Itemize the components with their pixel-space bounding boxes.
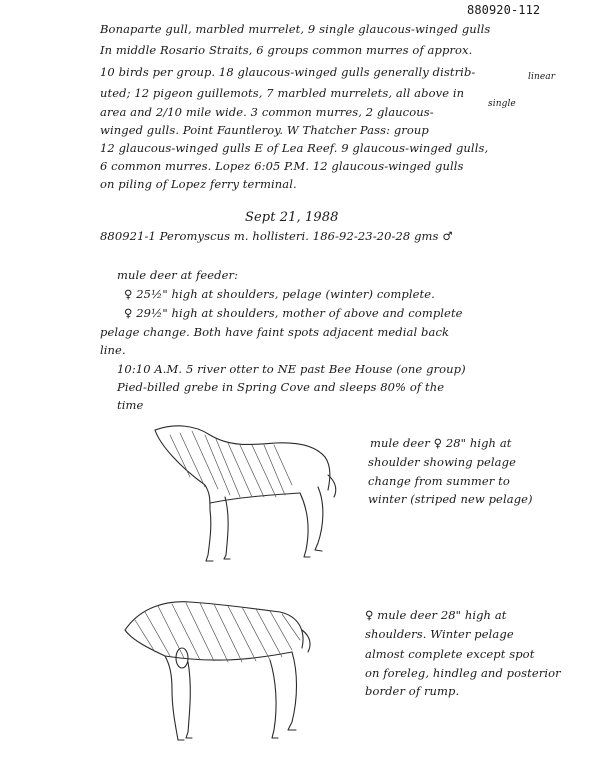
page-id: 880920-112 — [467, 3, 541, 17]
entry-one-line-6: winged gulls. Point Fauntleroy. W Thatcher Pass: group — [100, 123, 429, 137]
entry-two-line-8: time — [117, 398, 144, 412]
caption-one-line-2: shoulder showing pelage — [368, 455, 516, 469]
deer-sketch-one — [150, 415, 350, 575]
insert-single: single — [488, 99, 516, 109]
deer-sketch-two — [120, 590, 320, 750]
date-heading: Sept 21, 1988 — [245, 210, 339, 225]
caption-one-line-4: winter (striped new pelage) — [368, 492, 533, 506]
caption-two-line-5: border of rump. — [365, 684, 460, 698]
entry-two-line-7: Pied-billed grebe in Spring Cove and sleeps 80% of the — [117, 380, 445, 394]
entry-one-line-2: In middle Rosario Straits, 6 groups common murres of approx. — [100, 43, 473, 57]
entry-one-line-3: 10 birds per group. 18 glaucous-winged gulls generally distrib- — [100, 65, 476, 79]
caption-two-line-4: on foreleg, hindleg and posterior — [365, 666, 561, 680]
entry-one-line-7: 12 glaucous-winged gulls E of Lea Reef. 9 glaucous-winged gulls, — [100, 141, 489, 155]
caption-two-line-3: almost complete except spot — [365, 647, 535, 661]
entry-two-line-2: ♀ 25½" high at shoulders, pelage (winter) complete. — [124, 287, 435, 301]
entry-two-line-6: 10:10 A.M. 5 river otter to NE past Bee House (one group) — [117, 362, 466, 376]
entry-one-line-1: Bonaparte gull, marbled murrelet, 9 single glaucous-winged gulls — [100, 22, 491, 36]
entry-one-line-9: on piling of Lopez ferry terminal. — [100, 177, 297, 191]
insert-linear: linear — [528, 72, 556, 82]
entry-two-line-4: pelage change. Both have faint spots adjacent medial back — [100, 325, 450, 339]
caption-one-line-1: mule deer ♀ 28" high at — [370, 436, 512, 450]
entry-one-line-4: uted; 12 pigeon guillemots, 7 marbled murrelets, all above in — [100, 86, 465, 100]
entry-two-line-3: ♀ 29½" high at shoulders, mother of above and complete — [124, 306, 463, 320]
caption-one-line-3: change from summer to — [368, 474, 510, 488]
entry-one-line-8: 6 common murres. Lopez 6:05 P.M. 12 glaucous-winged gulls — [100, 159, 464, 173]
caption-two-line-1: ♀ mule deer 28" high at — [365, 608, 507, 622]
entry-one-line-5: area and 2/10 mile wide. 3 common murres, 2 glaucous- — [100, 105, 434, 119]
entry-two-line-5: line. — [100, 343, 126, 357]
caption-two-line-2: shoulders. Winter pelage — [365, 627, 514, 641]
entry-two-line-1: mule deer at feeder: — [117, 268, 239, 282]
specimen-line: 880921-1 Peromyscus m. hollisteri. 186-92-23-20-28 gms ♂ — [100, 229, 453, 243]
